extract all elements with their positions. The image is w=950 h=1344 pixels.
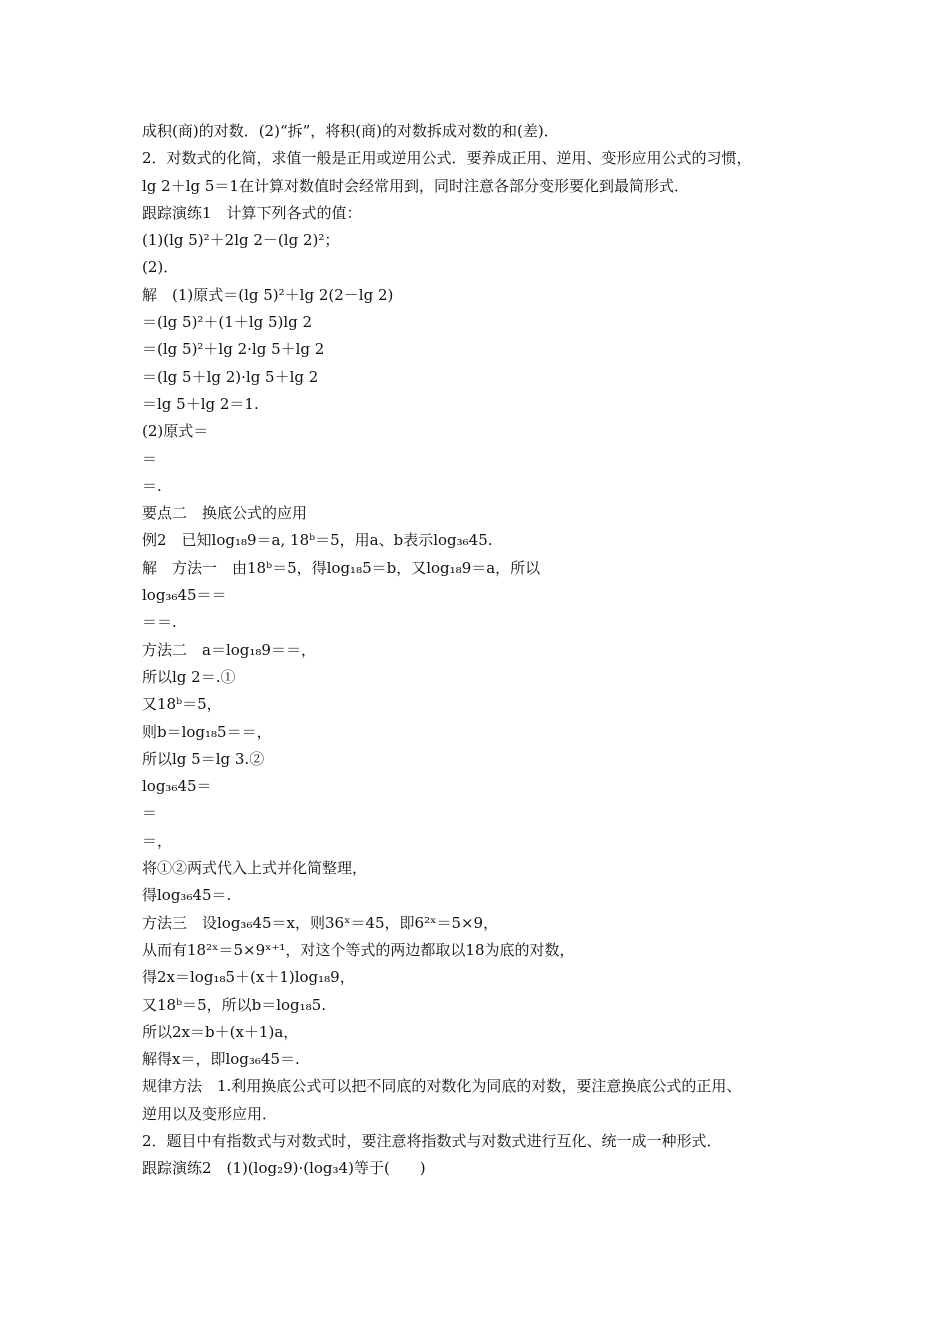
text-line: ＝: [142, 449, 158, 468]
text-line: 所以2x＝b＋(x＋1)a，: [142, 1022, 299, 1041]
text-line: ＝: [142, 804, 158, 823]
text-line: log₃₆45＝: [142, 777, 212, 796]
text-line: ＝.: [142, 476, 162, 495]
text-line: 又18ᵇ＝5，: [142, 695, 222, 714]
text-line: 所以lg 5＝lg 3.②: [142, 749, 265, 768]
text-line: 方法三 设log₃₆45＝x，则36ˣ＝45，即6²ˣ＝5×9，: [142, 913, 499, 932]
text-line: 2．题目中有指数式与对数式时，要注意将指数式与对数式进行互化、统一成一种形式．: [142, 1131, 722, 1150]
text-line: ＝lg 5＋lg 2＝1.: [142, 394, 259, 413]
text-line: 所以lg 2＝.①: [142, 667, 236, 686]
text-line: 解得x＝，即log₃₆45＝.: [142, 1050, 300, 1069]
text-line: 得log₃₆45＝.: [142, 886, 232, 905]
text-line: lg 2＋lg 5＝1在计算对数值时会经常用到，同时注意各部分变形要化到最简形式．: [142, 176, 689, 195]
text-line: 解 方法一 由18ᵇ＝5，得log₁₈5＝b，又log₁₈9＝a，所以: [142, 558, 541, 577]
section-heading: 要点二 换底公式的应用: [142, 504, 308, 523]
text-line: 从而有18²ˣ＝5×9ˣ⁺¹，对这个等式的两边都取以18为底的对数，: [142, 940, 575, 959]
text-line: 又18ᵇ＝5，所以b＝log₁₈5.: [142, 995, 326, 1014]
text-line: ＝(lg 5)²＋(1＋lg 5)lg 2: [142, 313, 313, 332]
text-line: 跟踪演练2 (1)(log₂9)·(log₃4)等于( ): [142, 1159, 426, 1178]
text-line: ＝，: [142, 831, 173, 850]
text-line: 2．对数式的化简，求值一般是正用或逆用公式．要养成正用、逆用、变形应用公式的习惯，: [142, 149, 752, 168]
text-line: (1)(lg 5)²＋2lg 2－(lg 2)²；: [142, 231, 340, 250]
text-line: 成积(商)的对数．(2)“拆”，将积(商)的对数拆成对数的和(差)．: [142, 122, 559, 140]
text-line: 解 (1)原式＝(lg 5)²＋lg 2(2－lg 2): [142, 285, 394, 304]
text-line: 跟踪演练1 计算下列各式的值：: [142, 203, 362, 222]
text-line: ＝＝.: [142, 613, 177, 632]
text-line: ＝(lg 5＋lg 2)·lg 5＋lg 2: [142, 367, 319, 386]
text-line: (2)原式＝: [142, 422, 209, 441]
text-line: 则b＝log₁₈5＝＝，: [142, 722, 272, 741]
text-line: 将①②两式代入上式并化简整理，: [142, 859, 368, 878]
text-line: 方法二 a＝log₁₈9＝＝，: [142, 640, 316, 659]
text-line: 逆用以及变形应用．: [142, 1104, 278, 1123]
text-line: (2)．: [142, 258, 179, 277]
document-body: [142, 118, 822, 1183]
text-line: log₃₆45＝＝: [142, 586, 227, 605]
text-line: ＝(lg 5)²＋lg 2·lg 5＋lg 2: [142, 340, 325, 359]
text-line: 得2x＝log₁₈5＋(x＋1)log₁₈9，: [142, 968, 355, 987]
text-line: 规律方法 1.利用换底公式可以把不同底的对数化为同底的对数，要注意换底公式的正用、: [142, 1077, 742, 1096]
text-line: 例2 已知log₁₈9＝a, 18ᵇ＝5，用a、b表示log₃₆45.: [142, 531, 493, 550]
